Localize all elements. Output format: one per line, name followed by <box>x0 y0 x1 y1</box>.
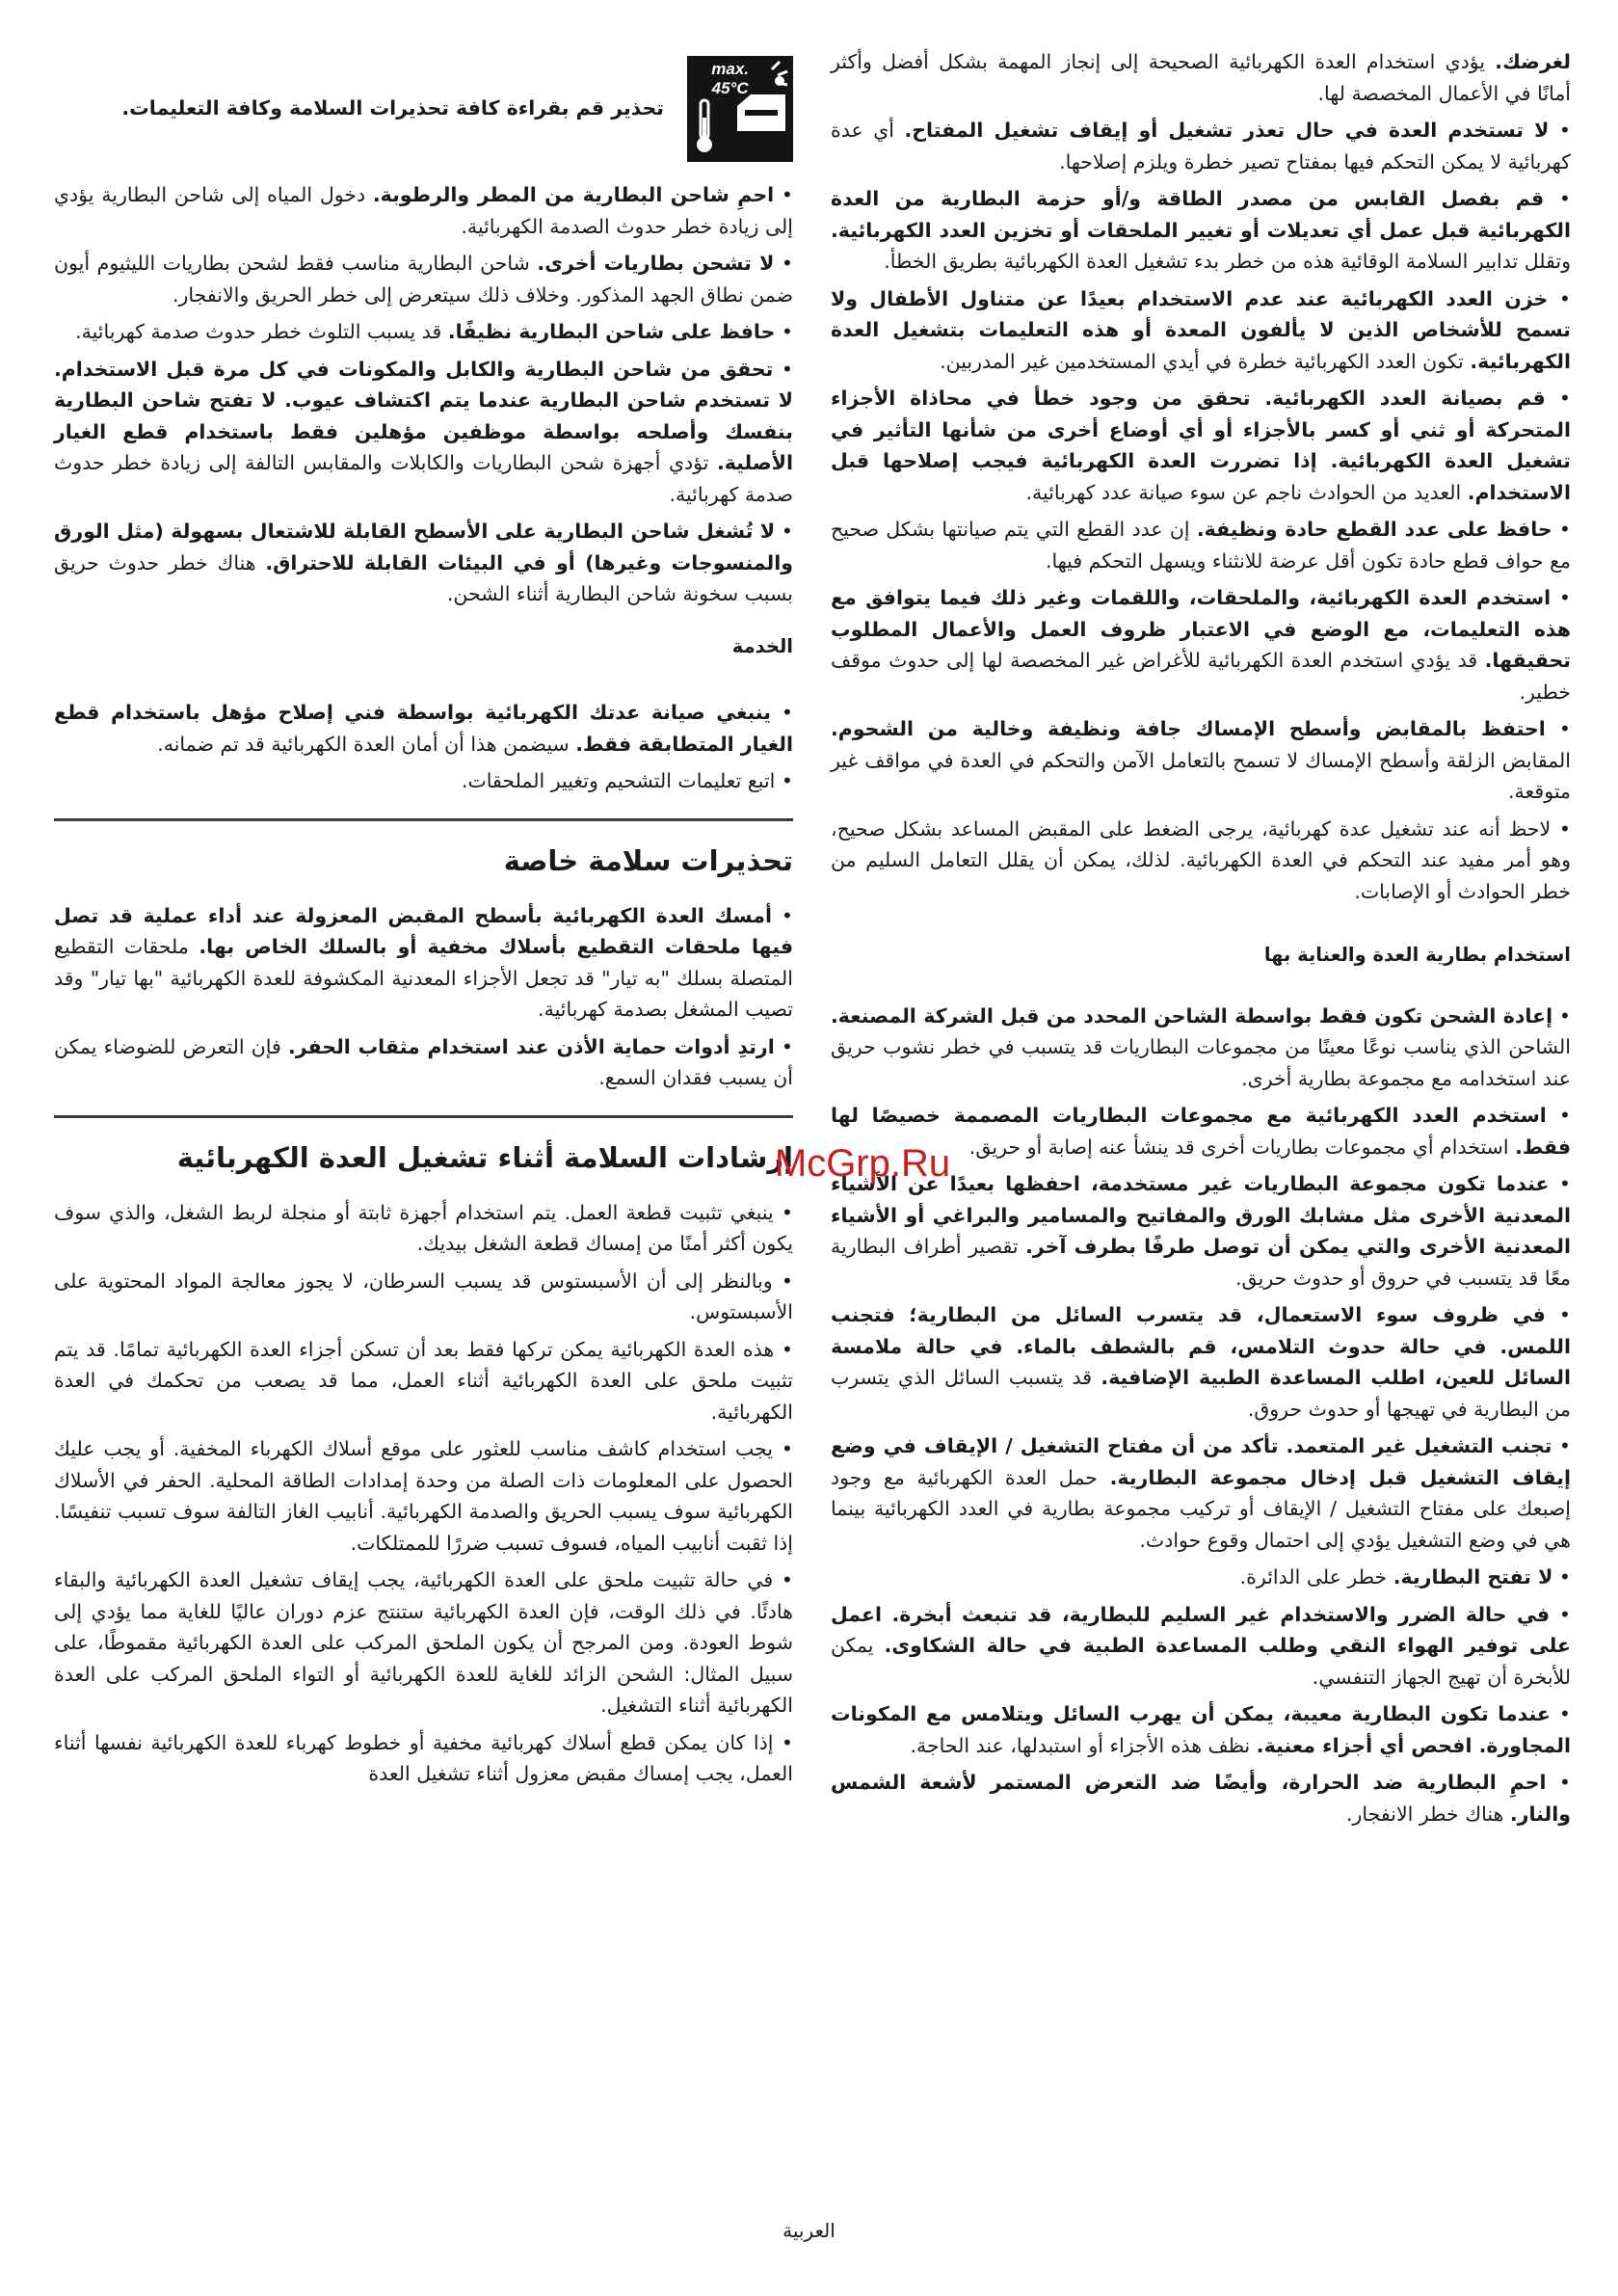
section-heading-special-warnings: تحذيرات سلامة خاصة <box>503 843 793 877</box>
bullet-item: • تحقق من شاحن البطارية والكابل والمكونات في كل مرة قبل الاستخدام. لا تستخدم شاحن البطارية عندما يتم اكتشاف عيوب. لا تفتح شاحن البطارية بنفسك وأصلحه بواسطة موظفين مؤهلين فقط باستخدام قطع الغيار الأصلية. تؤدي أجهزة شحن البطاريات والكابلات والمقابس التالفة إلى زيادة خطر حدوث صدمة كهربائية. <box>54 354 793 511</box>
left-column <box>54 0 793 1790</box>
warning-text: تحذير قم بقراءة كافة تحذيرات السلامة وكافة التعليمات. <box>121 96 664 120</box>
max-temperature-icon: max. 45°C <box>687 56 793 162</box>
bullet-item: • لا تفتح البطارية. خطر على الدائرة. <box>831 1562 1571 1593</box>
bullet-item: • أمسك العدة الكهربائية بأسطح المقبض المعزولة عند أداء عملية قد تصل فيها ملحقات التقطيع بأسلاك مخفية أو بالسلك الخاص بها. ملحقات التقطيع المتصلة بسلك "به تيار" قد تجعل الأجزاء المعدنية المكشوفة للعدة الكهربائية "بها تيار" وقد تصيب المشغل بصدمة كهربائية. <box>54 900 793 1026</box>
bullet-item: • يجب استخدام كاشف مناسب للعثور على موقع أسلاك الكهرباء المخفية. أو يجب عليك الحصول على المعلومات ذات الصلة من وحدة إمدادات الطاقة المحلية. الحفر في الأسلاك الكهربائية سوف يسبب الحريق والصدمة الكهربائية. أنابيب الغاز التالفة سوف تسبب تنفيسًا. إذا ثقبت أنابيب المياه، فسوف تسبب ضررًا للممتلكات. <box>54 1433 793 1559</box>
bullet-item: • في حالة تثبيت ملحق على العدة الكهربائية، يجب إيقاف تشغيل العدة الكهربائية والبقاء هادئًا. في ذلك الوقت، فإن العدة الكهربائية ستنتج عزم دوران عاليًا للغاية مما يؤدي إلى شوط العودة. ومن المرجح أن يكون الملحق المركب على العدة الكهربائية مقموطًا، على سبيل المثال: الشحن الزائد للغاية للعدة الكهربائية أو التواء الملحق المركب على العدة الكهربائية أثناء التشغيل. <box>54 1564 793 1722</box>
bullet-item: • في ظروف سوء الاستعمال، قد يتسرب السائل من البطارية؛ فتجنب اللمس. في حالة حدوث التلامس، قم بالشطف بالماء. في حالة ملامسة السائل للعين، اطلب المساعدة الطبية الإضافية. قد يتسبب السائل الذي يتسرب من البطارية في تهيجها أو حدوث حروق. <box>831 1299 1571 1425</box>
right-column <box>831 0 1571 1829</box>
watermark: McGrp.Ru <box>774 1142 951 1185</box>
bullet-item: • هذه العدة الكهربائية يمكن تركها فقط بعد أن تسكن أجزاء العدة الكهربائية تمامًا. قد يتم تثبيت ملحق على العدة الكهربائية أثناء العمل، مما قد يصعب من تحكمك في العدة الكهربائية. <box>54 1334 793 1428</box>
bullet-item: • عندما تكون البطارية معيبة، يمكن أن يهرب السائل ويتلامس مع المكونات المجاورة. افحص أي أجزاء معنية. نظف هذه الأجزاء أو استبدلها، عند الحاجة. <box>831 1698 1571 1761</box>
page-footer-language: العربية <box>782 2219 836 2242</box>
bullet-item: • وبالنظر إلى أن الأسبستوس قد يسبب السرطان، لا يجوز معالجة المواد المحتوية على الأسبستوس. <box>54 1266 793 1328</box>
paragraph: لغرضك. يؤدي استخدام العدة الكهربائية الصحيحة إلى إنجاز المهمة بشكل أفضل وأكثر أمانًا في الأعمال المخصصة لها. <box>831 50 1571 105</box>
bullet-item: • قم بصيانة العدد الكهربائية. تحقق من وجود خطأ في محاذاة الأجزاء المتحركة أو ثني أو كسر بالأجزاء أو أي أوضاع أخرى من شأنها التأثير في تشغيل العدة الكهربائية. إذا تضررت العدة الكهربائية فيجب إصلاحها قبل الاستخدام. العديد من الحوادث ناجم عن سوء صيانة عدد كهربائية. <box>831 383 1571 508</box>
bullet-item: • ينبغي تثبيت قطعة العمل. يتم استخدام أجهزة ثابتة أو منجلة لربط الشغل، والذي سوف يكون أكثر أمنًا من إمساك قطعة الشغل بيديك. <box>54 1197 793 1260</box>
bullet-item: • حافظ على شاحن البطارية نظيفًا. قد يسبب التلوث خطر حدوث صدمة كهربائية. <box>54 316 793 348</box>
bullet-item: • ينبغي صيانة عدتك الكهربائية بواسطة فني إصلاح مؤهل باستخدام قطع الغيار المتطابقة فقط. سيضمن هذا أن أمان العدة الكهربائية قد تم ضمانه. <box>54 697 793 760</box>
bullet-item: • استخدم العدد الكهربائية مع مجموعات البطاريات المصممة خصيصًا لها فقط. استخدام أي مجموعات بطاريات أخرى قد ينشأ عنه إصابة أو حريق. <box>831 1100 1571 1162</box>
bullet-item: • إذا كان يمكن قطع أسلاك كهربائية مخفية أو خطوط كهرباء للعدة الكهربائية نفسها أثناء العمل، يجب إمساك مقبض معزول أثناء تشغيل العدة <box>54 1727 793 1790</box>
bullet-item: • إعادة الشحن تكون فقط بواسطة الشاحن المحدد من قبل الشركة المصنعة. الشاحن الذي يناسب نوعًا معينًا من مجموعات البطاريات قد يتسبب في خطر نشوب حريق عند استخدامه مع مجموعة بطارية أخرى. <box>831 1001 1571 1095</box>
section-heading-battery: استخدام بطارية العدة والعناية بها <box>1263 944 1571 966</box>
bullet-item: • خزن العدد الكهربائية عند عدم الاستخدام بعيدًا عن متناول الأطفال ولا تسمح للأشخاص الذين لا يألفون المعدة أو هذه التعليمات بتشغيل العدة الكهربائية. تكون العدد الكهربائية خطرة في أيدي المستخدمين غير المدربين. <box>831 283 1571 378</box>
bullet-item: • في حالة الضرر والاستخدام غير السليم للبطارية، قد تنبعث أبخرة. اعمل على توفير الهواء النقي وطلب المساعدة الطبية في حالة الشكاوى. يمكن للأبخرة أن تهيج الجهاز التنفسي. <box>831 1599 1571 1694</box>
bullet-item: • احتفظ بالمقابض وأسطح الإمساك جافة ونظيفة وخالية من الشحوم. المقابض الزلقة وأسطح الإمساك لا تسمح بالتعامل الآمن والتحكم في العدة في مواقف غير متوقعة. <box>831 713 1571 808</box>
bullet-item: • لا تُشغل شاحن البطارية على الأسطح القابلة للاشتعال بسهولة (مثل الورق والمنسوجات وغيرها) أو في البيئات القابلة للاحتراق. هناك خطر حدوث حريق بسبب سخونة شاحن البطارية أثناء الشحن. <box>54 516 793 610</box>
bullet-item: • لا تشحن بطاريات أخرى. شاحن البطارية مناسب فقط لشحن بطاريات الليثيوم أيون ضمن نطاق الجهد المذكور. وخلاف ذلك سيتعرض إلى خطر الحريق والانفجار. <box>54 248 793 310</box>
bullet-item: • قم بفصل القابس من مصدر الطاقة و/أو حزمة البطارية من العدة الكهربائية قبل عمل أي تعديلات أو تغيير الملحقات أو تخزين العدد الكهربائية. وتقلل تدابير السلامة الوقائية هذه من خطر بدء تشغيل العدة الكهربائية بطريق الخطأ. <box>831 183 1571 278</box>
bullet-item: • لاحظ أنه عند تشغيل عدة كهربائية، يرجى الضغط على المقبض المساعد بشكل صحيح، وهو أمر مفيد عند التحكم في العدة الكهربائية. لذلك، يمكن أن يقلل التعامل السليم من خطر الحوادث أو الإصابات. <box>831 814 1571 908</box>
bullet-item: • حافظ على عدد القطع حادة ونظيفة. إن عدد القطع التي يتم صيانتها بشكل صحيح مع حواف قطع حادة تكون أقل عرضة للانثناء ويسهل التحكم فيها. <box>831 514 1571 576</box>
bullet-item: • ارتدِ أدوات حماية الأذن عند استخدام مثقاب الحفر. فإن التعرض للضوضاء يمكن أن يسبب فقدان السمع. <box>54 1031 793 1094</box>
bullet-item: • تجنب التشغيل غير المتعمد. تأكد من أن مفتاح التشغيل / الإيقاف في وضع إيقاف التشغيل قبل إدخال مجموعة البطارية. حمل العدة الكهربائية مع وجود إصبعك على مفتاح التشغيل / الإيقاف أو تركيب مجموعة بطارية في العدد الكهربائية بينما هي في وضع التشغيل يؤدي إلى احتمال وقوع حوادث. <box>831 1430 1571 1556</box>
bullet-item: • اتبع تعليمات التشحيم وتغيير الملحقات. <box>54 765 793 797</box>
bullet-item: • احمِ البطارية ضد الحرارة، وأيضًا ضد التعرض المستمر لأشعة الشمس والنار. هناك خطر الانفجار. <box>831 1767 1571 1829</box>
section-heading-operation-safety: إرشادات السلامة أثناء تشغيل العدة الكهربائية <box>176 1140 793 1174</box>
bullet-item: • استخدم العدة الكهربائية، والملحقات، واللقمات وغير ذلك فيما يتوافق مع هذه التعليمات، مع الوضع في الاعتبار ظروف العمل والأعمال المطلوب تحقيقها. قد يؤدي استخدم العدة الكهربائية للأغراض غير المخصصة لها إلى حدوث موقف خطير. <box>831 582 1571 707</box>
bullet-item: • احمِ شاحن البطارية من المطر والرطوبة. دخول المياه إلى شاحن البطارية يؤدي إلى زيادة خطر حدوث الصدمة الكهربائية. <box>54 179 793 242</box>
bullet-item: • عندما تكون مجموعة البطاريات غير مستخدمة، احفظها بعيدًا عن الأشياء المعدنية الأخرى مثل مشابك الورق والمفاتيح والمسامير والبراغي أو الأشياء المعدنية الأخرى والتي يمكن أن توصل طرفًا بطرف آخر. تقصير أطراف البطارية معًا قد يتسبب في حروق أو حدوث حريق. <box>831 1168 1571 1294</box>
warning-block <box>54 56 793 179</box>
section-heading-service: الخدمة <box>731 634 793 657</box>
bullet-item: • لا تستخدم العدة في حال تعذر تشغيل أو إيقاف تشغيل المفتاح. أي عدة كهربائية لا يمكن التحكم فيها بمفتاح تصير خطرة ويلزم إصلاحها. <box>831 115 1571 177</box>
